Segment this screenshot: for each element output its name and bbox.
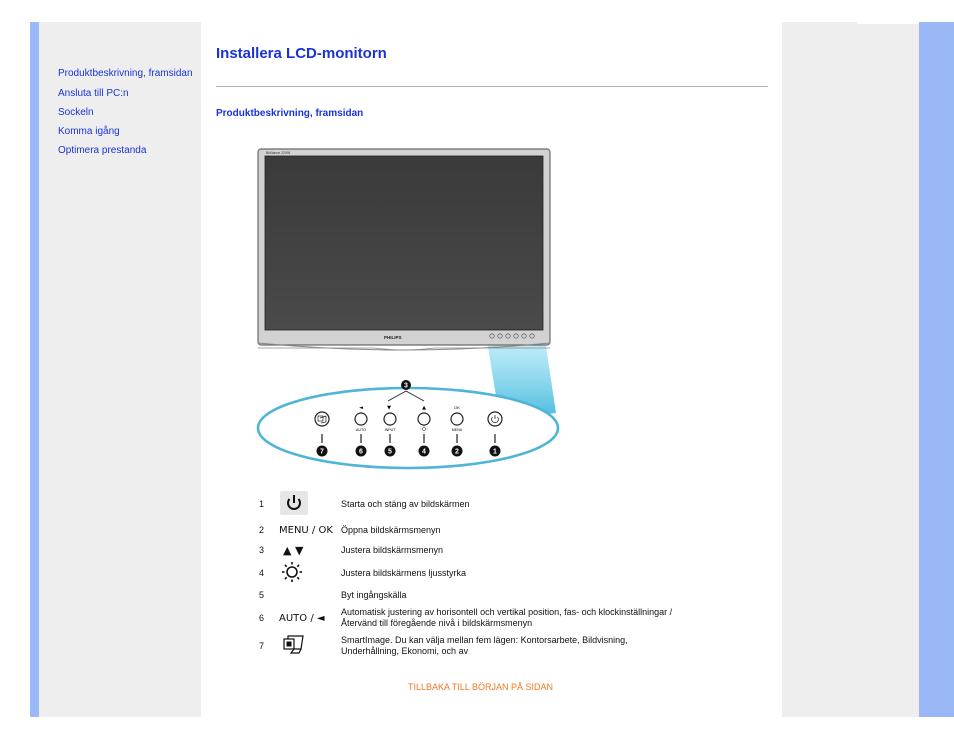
auto-label: AUTO bbox=[356, 428, 366, 432]
smartimage-icon bbox=[279, 635, 309, 655]
callout-3-label: 3 bbox=[404, 382, 408, 390]
page-title: Installera LCD-monitorn bbox=[216, 45, 387, 62]
table-row bbox=[256, 604, 681, 632]
row-number: 1 bbox=[259, 499, 265, 509]
right-gray-panel bbox=[782, 22, 919, 717]
row-number: 2 bbox=[259, 525, 265, 535]
input-label: INPUT bbox=[384, 428, 396, 432]
row-description: SmartImage. Du kan välja mellan fem lägen: Kontorsarbete, Bildvisning, Underhållning, Ekonomi, och av bbox=[341, 635, 628, 656]
row-number: 7 bbox=[259, 641, 265, 651]
table-row bbox=[256, 520, 681, 540]
callout-7: 7 bbox=[320, 448, 324, 456]
sidebar-link-connect-pc[interactable]: Ansluta till PC:n bbox=[58, 88, 129, 99]
row-number: 6 bbox=[259, 613, 265, 623]
row-description: Starta och stäng av bildskärmen bbox=[341, 498, 470, 509]
input-button bbox=[384, 413, 396, 425]
sidebar-link-front[interactable]: Produktbeskrivning, framsidan bbox=[58, 68, 193, 79]
callout-6: 6 bbox=[359, 448, 363, 456]
down-arrow-label: ▼ bbox=[387, 405, 391, 411]
callout-1: 1 bbox=[493, 448, 497, 456]
back-to-top-link[interactable]: TILLBAKA TILL BÖRJAN PÅ SIDAN bbox=[408, 682, 554, 692]
brand-logo: PHILIPS bbox=[384, 335, 402, 340]
up-down-arrows-icon: ▲ ▼ bbox=[283, 543, 304, 557]
table-row bbox=[256, 488, 681, 520]
table-row bbox=[256, 540, 681, 560]
table-row bbox=[256, 560, 681, 586]
row-description: Justera bildskärmens ljusstyrka bbox=[341, 567, 467, 578]
brightness-button bbox=[418, 413, 430, 425]
sidebar-link-getting-started[interactable]: Komma igång bbox=[58, 126, 120, 137]
monitor-screen bbox=[265, 156, 543, 330]
section-title: Produktbeskrivning, framsidan bbox=[216, 108, 364, 119]
row-number: 3 bbox=[259, 545, 265, 555]
menu-button bbox=[451, 413, 463, 425]
row-number: 5 bbox=[259, 590, 265, 600]
power-icon bbox=[279, 490, 309, 516]
callout-4: 4 bbox=[422, 448, 426, 456]
left-arrow-label: ◄ bbox=[359, 405, 363, 411]
row-description: Byt ingångskälla bbox=[341, 589, 407, 600]
power-button bbox=[488, 412, 502, 426]
ok-label: OK bbox=[454, 405, 460, 410]
button-zoom-ellipse bbox=[258, 388, 558, 468]
left-blue-strip bbox=[30, 22, 39, 717]
row-description: Öppna bildskärmsmenyn bbox=[341, 524, 441, 535]
menu-label: MENU bbox=[451, 428, 463, 432]
up-arrow-label: ▲ bbox=[422, 405, 426, 411]
row-description: Justera bildskärmsmenyn bbox=[341, 544, 444, 555]
auto-back-icon-text: AUTO / ◄ bbox=[279, 612, 325, 624]
smartimage-button bbox=[315, 412, 329, 426]
divider bbox=[216, 86, 768, 87]
auto-button bbox=[355, 413, 367, 425]
menu-ok-icon-text: MENU / OK bbox=[279, 524, 333, 536]
table-row bbox=[256, 586, 681, 604]
right-blue-strip bbox=[919, 22, 954, 717]
sidebar-link-stand[interactable]: Sockeln bbox=[58, 107, 94, 118]
table-row bbox=[256, 632, 681, 660]
brightness-icon bbox=[279, 561, 305, 583]
button-description-table bbox=[256, 488, 681, 660]
model-label: Brilliance 220W bbox=[266, 151, 291, 155]
monitor-front-illustration bbox=[254, 145, 564, 470]
callout-2: 2 bbox=[455, 448, 459, 456]
sidebar-link-optimize[interactable]: Optimera prestanda bbox=[58, 145, 147, 156]
row-number: 4 bbox=[259, 568, 265, 578]
row-description: Automatisk justering av horisontell och vertikal position, fas- och klockinställningar / Återvänd till föregående nivå i bildskärmsmenyn bbox=[341, 607, 673, 628]
sidebar-links bbox=[58, 68, 193, 156]
callout-5: 5 bbox=[388, 448, 392, 456]
